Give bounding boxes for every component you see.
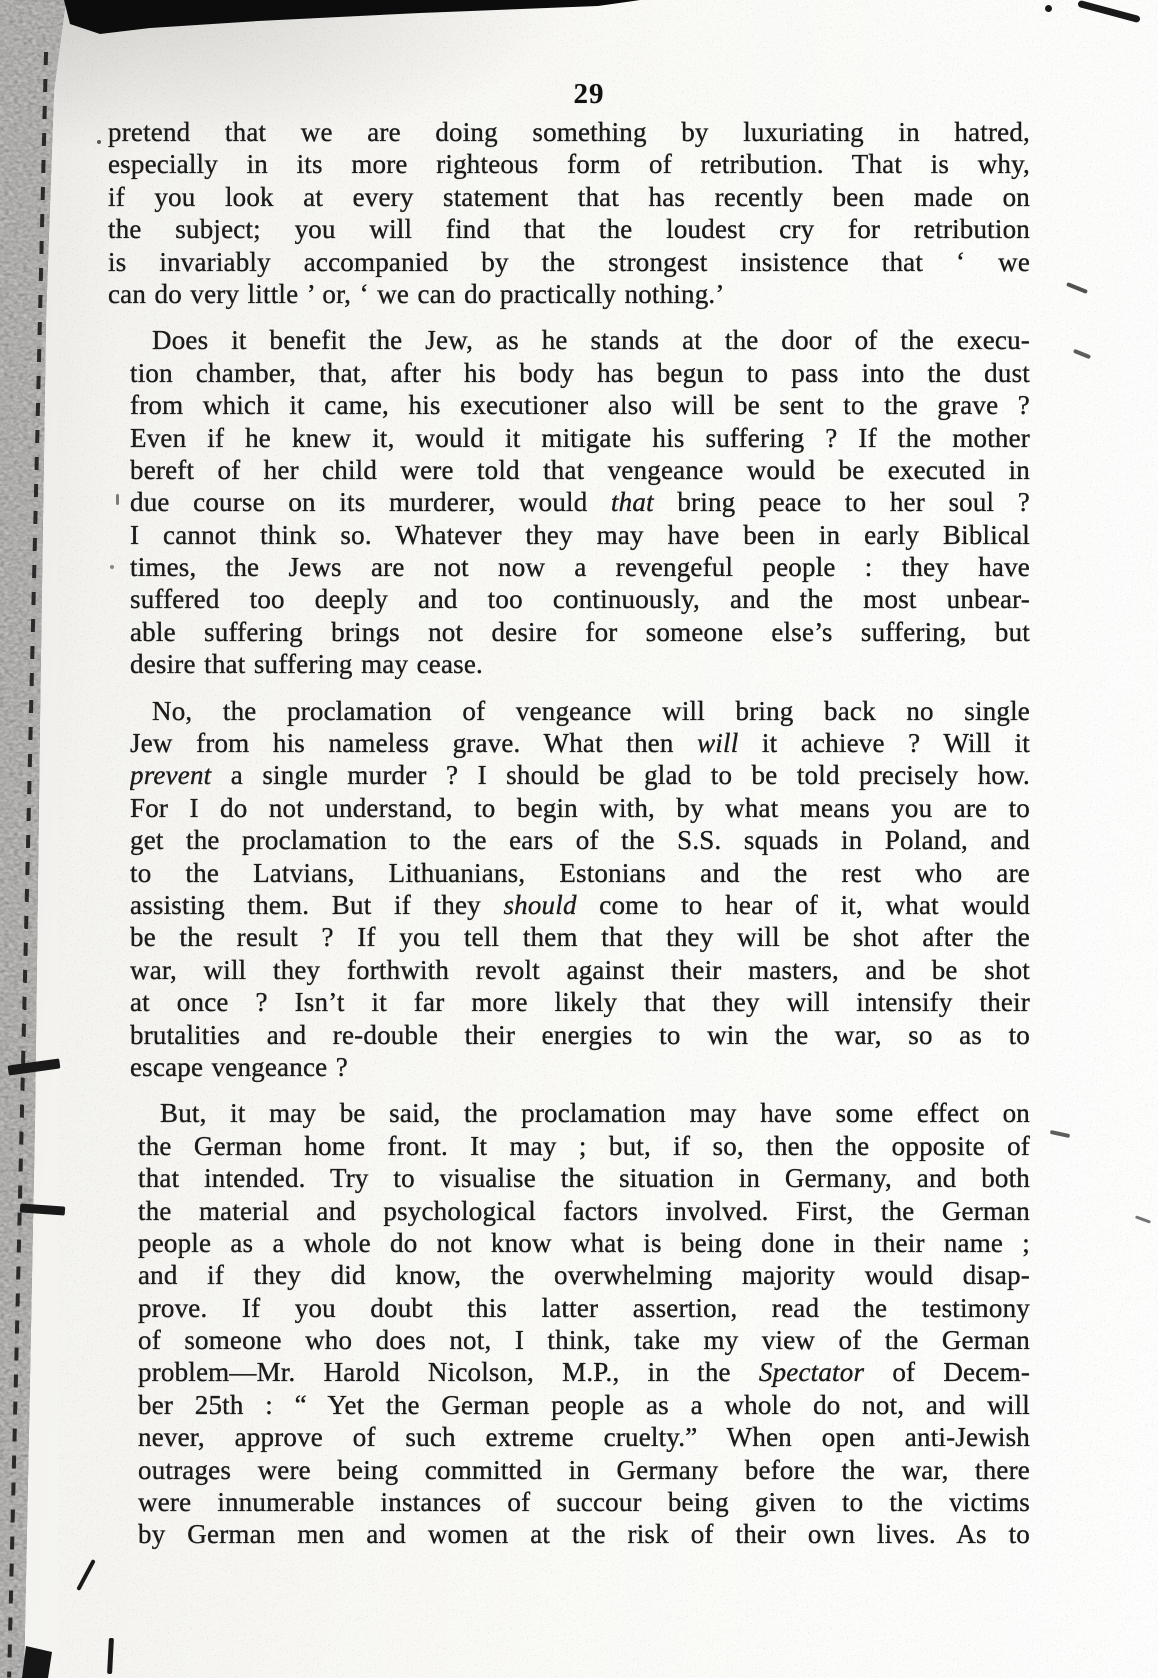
text-line: For I do not understand, to begin with, by what means you are to	[130, 792, 1030, 823]
text-line: I cannot think so. Whatever they may have been in early Biblical	[130, 519, 1030, 550]
text-line: were innumerable instances of succour being given to the victims	[138, 1487, 1030, 1518]
text-line: brutalities and re-double their energies to win the war, so as to	[130, 1019, 1030, 1050]
text-line: get the proclamation to the ears of the S.S. squads in Poland, and	[130, 825, 1030, 856]
text-line: prevent a single murder ? I should be glad to be told precisely how.	[130, 760, 1030, 791]
scan-artifact-dot	[110, 565, 114, 569]
text-line: the German home front. It may ; but, if so, then the opposite of	[138, 1130, 1030, 1161]
binding-stitch	[7, 52, 48, 1678]
scan-artifact-dash	[1073, 349, 1091, 359]
text-line: be the result ? If you tell them that they will be shot after the	[130, 922, 1030, 953]
text-block	[108, 116, 1030, 1565]
text-line: if you look at every statement that has recently been made on	[108, 181, 1030, 212]
text-line: outrages were being committed in Germany before the war, there	[138, 1454, 1030, 1485]
text-line: tion chamber, that, after his body has begun to pass into the dust	[130, 357, 1030, 388]
text-line: times, the Jews are not now a revengeful people : they have	[130, 552, 1030, 583]
text-line: bereft of her child were told that vengeance would be executed in	[130, 454, 1030, 485]
text-line: prove. If you doubt this latter assertion, read the testimony	[138, 1292, 1030, 1323]
text-line: Even if he knew it, would it mitigate his suffering ? If the mother	[130, 422, 1030, 453]
paragraph	[108, 116, 1030, 310]
scan-artifact-dash	[1135, 1215, 1151, 1223]
text-line: Does it benefit the Jew, as he stands at the door of the execu-	[152, 325, 1030, 356]
text-line: the material and psychological factors involved. First, the German	[138, 1195, 1030, 1226]
scan-artifact-tick	[116, 494, 119, 505]
text-line: never, approve of such extreme cruelty.” When open anti-Jewish	[138, 1422, 1030, 1453]
text-line: the subject; you will find that the loudest cry for retribution	[108, 214, 1030, 245]
scan-artifact-slash	[76, 1559, 95, 1591]
text-line: No, the proclamation of vengeance will bring back no single	[152, 695, 1030, 726]
text-line: escape vengeance ?	[130, 1051, 348, 1082]
book-spine	[0, 0, 66, 1678]
corner-blob	[22, 1646, 52, 1678]
text-line: can do very little ’ or, ‘ we can do practically nothing.’	[108, 278, 725, 309]
text-line: assisting them. But if they should come to hear of it, what would	[130, 889, 1030, 920]
thread-knot	[8, 1058, 61, 1075]
text-line: war, will they forthwith revolt against their masters, and be shot	[130, 954, 1030, 985]
text-line: at once ? Isn’t it far more likely that they will intensify their	[130, 987, 1030, 1018]
stitch-end-mark	[107, 1638, 114, 1674]
text-line: by German men and women at the risk of their own lives. As to	[138, 1519, 1030, 1550]
text-line: and if they did know, the overwhelming majority would disap-	[138, 1260, 1030, 1291]
paragraph	[130, 695, 1030, 1084]
text-line: pretend that we are doing something by luxuriating in hatred,	[108, 117, 1030, 147]
text-line: suffered too deeply and too continuously, and the most unbear-	[130, 584, 1030, 615]
scan-artifact-streak	[1077, 0, 1141, 23]
text-line: But, it may be said, the proclamation may have some effect on	[160, 1098, 1030, 1129]
text-line: able suffering brings not desire for someone else’s suffering, but	[130, 616, 1030, 647]
text-line: Jew from his nameless grave. What then will it achieve ? Will it	[130, 728, 1030, 759]
text-line: especially in its more righteous form of retribution. That is why,	[108, 149, 1030, 180]
paragraph	[138, 1097, 1030, 1550]
text-line: to the Latvians, Lithuanians, Estonians and the rest who are	[130, 857, 1030, 888]
text-line: people as a whole do not know what is being done in their name ;	[138, 1227, 1030, 1258]
scan-artifact-dash	[1066, 282, 1088, 294]
text-line: due course on its murderer, would that bring peace to her soul ?	[130, 487, 1030, 518]
scan-artifact-dot	[97, 140, 101, 144]
text-line: of someone who does not, I think, take my view of the German	[138, 1325, 1030, 1356]
top-edge-shadow	[64, 0, 640, 34]
scan-artifact-dot	[1045, 5, 1052, 12]
text-line: is invariably accompanied by the strongest insistence that ‘ we	[108, 246, 1030, 277]
text-line: desire that suffering may cease.	[130, 649, 484, 680]
text-line: problem—Mr. Harold Nicolson, M.P., in the Spectator of Decem-	[138, 1357, 1030, 1388]
text-line: from which it came, his executioner also will be sent to the grave ?	[130, 390, 1030, 421]
page-number: 29	[573, 78, 605, 110]
thread-knot	[20, 1203, 66, 1215]
text-line: that intended. Try to visualise the situation in Germany, and both	[138, 1163, 1030, 1194]
text-line: ber 25th : “ Yet the German people as a whole do not, and will	[138, 1389, 1030, 1420]
paragraph	[130, 324, 1030, 680]
scan-artifact-dash	[1050, 1130, 1070, 1138]
